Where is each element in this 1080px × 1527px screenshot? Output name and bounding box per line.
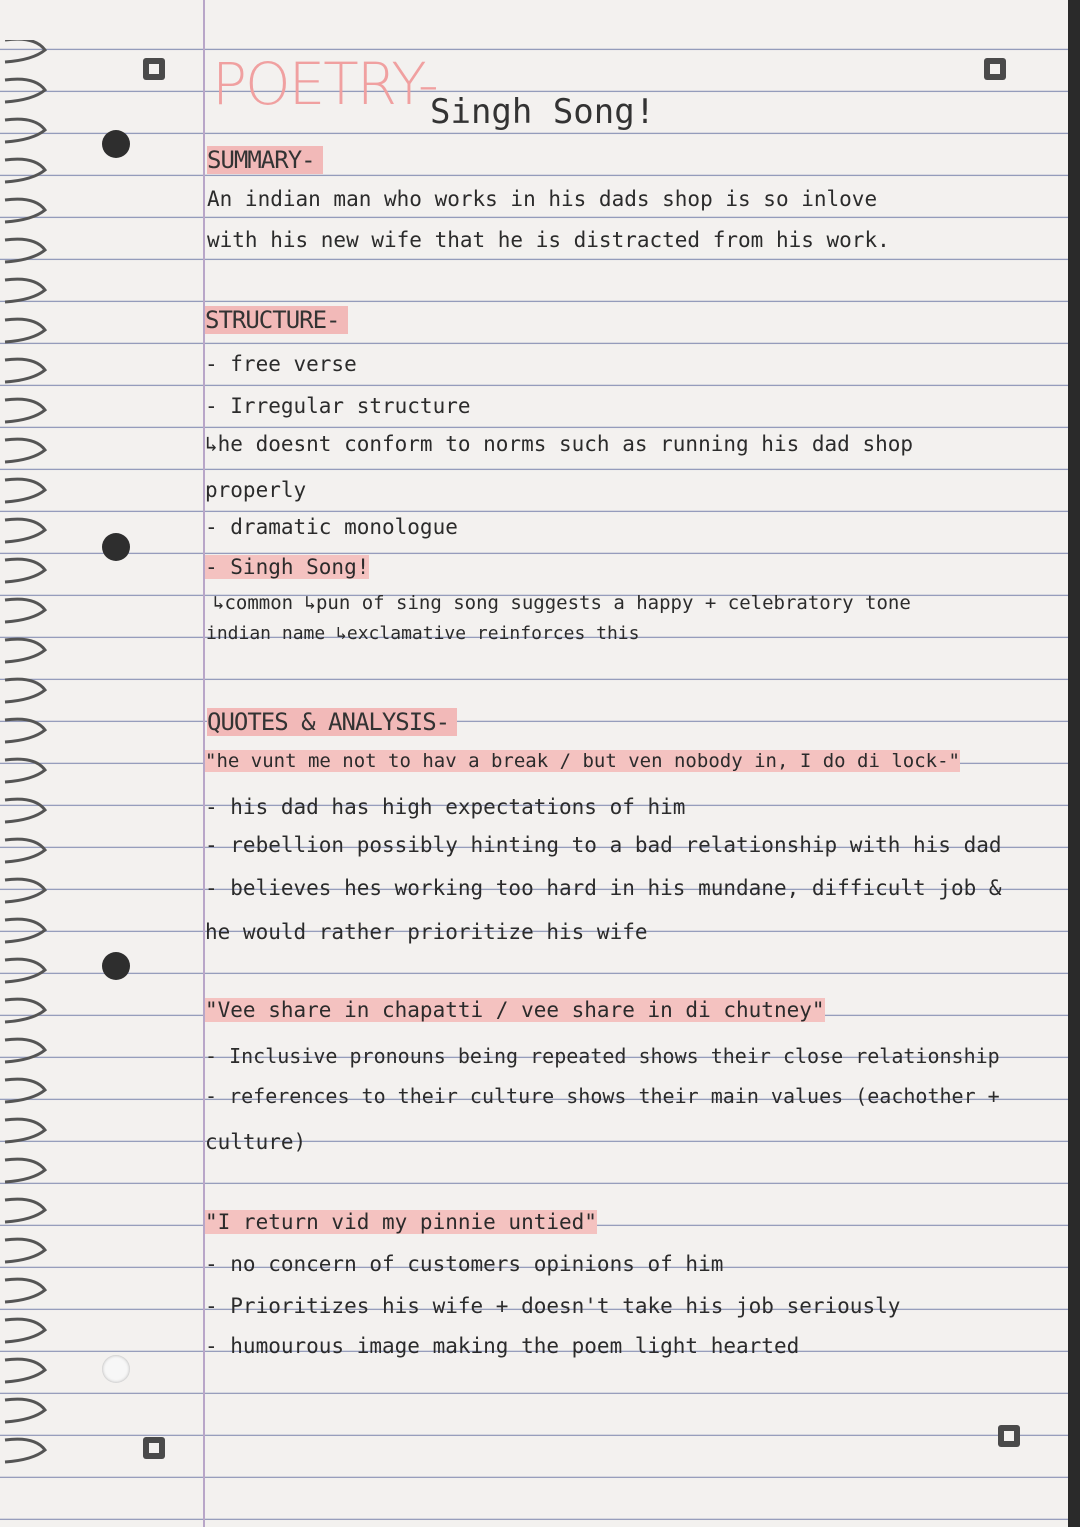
quote-text: "he vunt me not to hav a break / but ven nobody in, I do di lock-": [205, 750, 960, 772]
corner-mark-icon: [984, 58, 1006, 80]
structure-item: ↳common ↳pun of sing song suggests a happy + celebratory tone: [213, 592, 911, 614]
analysis-note: culture): [205, 1130, 307, 1154]
quote-text: "I return vid my pinnie untied": [205, 1210, 597, 1234]
page-title: POETRY-: [212, 50, 437, 118]
structure-item-text: - Singh Song!: [205, 555, 370, 579]
structure-item: indian name ↳exclamative reinforces this: [206, 623, 640, 644]
structure-item: - free verse: [205, 352, 357, 376]
summary-line: An indian man who works in his dads shop is so inlove: [207, 187, 878, 211]
corner-mark-icon: [998, 1425, 1020, 1447]
spiral-binding: [0, 40, 60, 1480]
analysis-note: - believes hes working too hard in his mundane, difficult job &: [205, 876, 1002, 900]
poem-title: Singh Song!: [430, 92, 656, 132]
punch-hole: [102, 952, 130, 980]
quote-text: "Vee share in chapatti / vee share in di chutney": [205, 998, 825, 1022]
summary-heading: [207, 146, 323, 174]
quote: [205, 998, 825, 1022]
punch-hole: [102, 1355, 130, 1383]
analysis-note: - Inclusive pronouns being repeated shows their close relationship: [205, 1044, 1000, 1068]
quotes-heading-text: QUOTES & ANALYSIS-: [207, 708, 457, 736]
structure-heading-text: STRUCTURE-: [205, 306, 348, 334]
structure-item: - Irregular structure: [205, 394, 471, 418]
analysis-note: - Prioritizes his wife + doesn't take his job seriously: [205, 1294, 901, 1318]
analysis-note: - rebellion possibly hinting to a bad relationship with his dad: [205, 833, 1002, 857]
analysis-note: he would rather prioritize his wife: [205, 920, 648, 944]
structure-item: - dramatic monologue: [205, 515, 458, 539]
punch-hole: [102, 130, 130, 158]
punch-hole: [102, 533, 130, 561]
quote: [205, 750, 960, 772]
corner-mark-icon: [143, 1437, 165, 1459]
page-edge: [1068, 0, 1080, 1527]
structure-item-highlighted: [205, 555, 369, 579]
summary-line: with his new wife that he is distracted from his work.: [207, 228, 890, 252]
analysis-note: - humourous image making the poem light hearted: [205, 1334, 800, 1358]
quotes-heading: [207, 708, 457, 736]
corner-mark-icon: [143, 58, 165, 80]
structure-heading: [205, 306, 348, 334]
structure-item: properly: [205, 478, 307, 502]
analysis-note: - references to their culture shows their main values (eachother +: [205, 1084, 1000, 1108]
quote: [205, 1210, 597, 1234]
analysis-note: - no concern of customers opinions of him: [205, 1252, 724, 1276]
structure-item: ↳he doesnt conform to norms such as running his dad shop: [205, 432, 914, 456]
analysis-note: - his dad has high expectations of him: [205, 795, 686, 819]
summary-heading-text: SUMMARY-: [207, 146, 323, 174]
